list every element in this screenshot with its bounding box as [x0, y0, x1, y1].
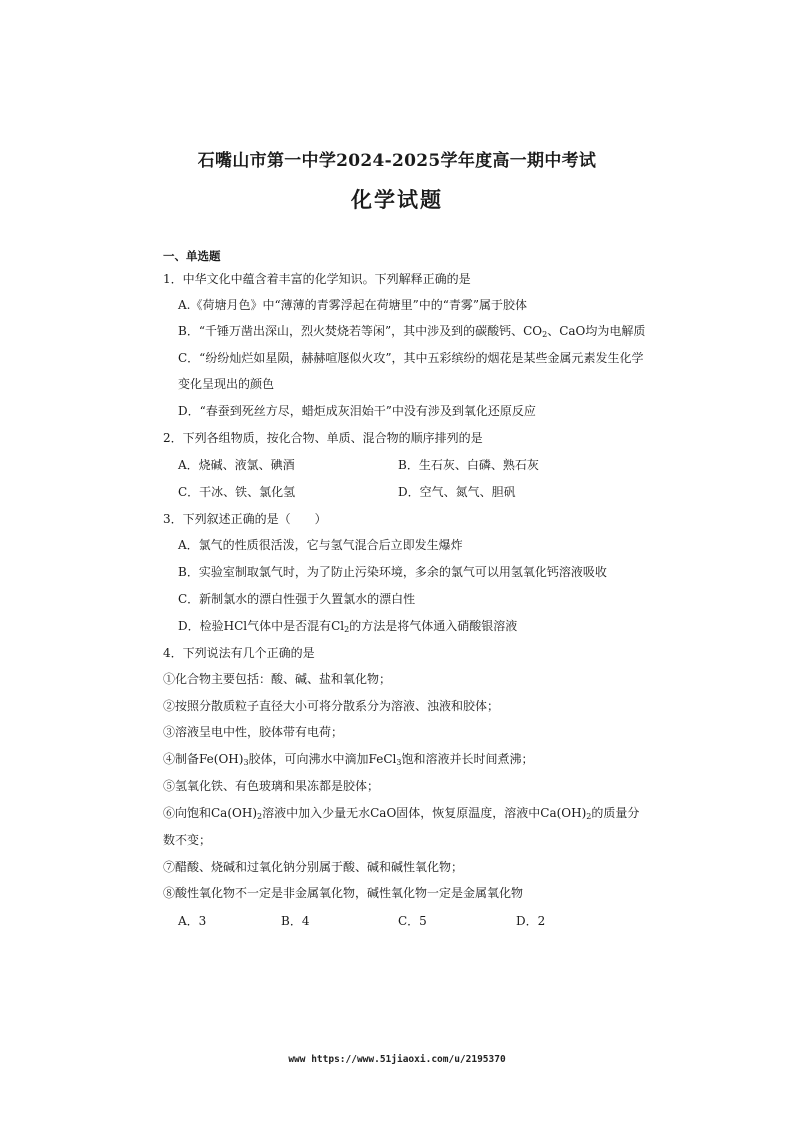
q3-option-b: B．实验室制取氯气时，为了防止污染环境，多余的氯气可以用氢氧化钙溶液吸收	[178, 565, 607, 579]
q4-stem: 4．下列说法有几个正确的是	[163, 646, 315, 660]
q4-option-d: D．2	[516, 914, 546, 928]
q4-option-c: C．5	[398, 914, 427, 928]
q1-option-b: B．“千锤万凿出深山，烈火焚烧若等闲”，其中涉及到的碳酸钙、$CO_2$、CaO均为电解质	[178, 324, 646, 339]
q3-option-c: C．新制氯水的漂白性强于久置氯水的漂白性	[178, 592, 416, 606]
section-heading: 一、单选题	[163, 249, 221, 263]
q4-statement-6-line1: ⑥向饱和$Ca(OH)_2$溶液中加入少量无水CaO固体，恢复原温度，溶液中$Ca(OH)_2$的质量分	[163, 806, 640, 821]
q4-option-b: B．4	[281, 914, 310, 928]
q2-stem: 2．下列各组物质，按化合物、单质、混合物的顺序排列的是	[163, 431, 483, 445]
q4-statement-6-line2: 数不变；	[163, 833, 212, 847]
q4-option-a: A．3	[178, 914, 207, 928]
q4-statement-5: ⑤氢氧化铁、有色玻璃和果冻都是胶体；	[163, 779, 380, 793]
q2-option-c: C．干冰、铁、氯化氢	[178, 485, 296, 499]
exam-subtitle: 化学试题	[351, 187, 443, 212]
q4-statement-8: ⑧酸性氧化物不一定是非金属氧化物，碱性氧化物一定是金属氧化物	[163, 886, 524, 900]
footer-watermark-url: www https://www.51jiaoxi.com/u/2195370	[288, 1054, 506, 1065]
q1-stem: 1．中华文化中蕴含着丰富的化学知识。下列解释正确的是	[163, 272, 471, 286]
q4-statement-7: ⑦醋酸、烧碱和过氧化钠分别属于酸、碱和碱性氧化物；	[163, 860, 464, 874]
q3-option-d: D．检验HCl气体中是否混有$Cl_2$的方法是将气体通入硝酸银溶液	[178, 619, 518, 634]
q3-option-a: A．氯气的性质很活泼，它与氢气混合后立即发生爆炸	[178, 538, 463, 552]
q3-stem: 3．下列叙述正确的是（ ）	[163, 512, 327, 526]
q4-statement-1: ①化合物主要包括：酸、碱、盐和氧化物；	[163, 672, 392, 686]
q1-option-d: D．“春蚕到死丝方尽，蜡炬成灰泪始干”中没有涉及到氧化还原反应	[178, 404, 536, 418]
q4-statement-4: ④制备$Fe(OH)_3$胶体，可向沸水中滴加FeCl$_3$饱和溶液并长时间煮沸；	[163, 752, 534, 767]
q1-option-a: A.《荷塘月色》中“薄薄的青雾浮起在荷塘里”中的“青雾”属于胶体	[178, 298, 528, 312]
q4-statement-2: ②按照分散质粒子直径大小可将分散系分为溶液、浊液和胶体；	[163, 699, 500, 713]
q2-option-b: B．生石灰、白磷、熟石灰	[398, 458, 539, 472]
q4-statement-3: ③溶液呈电中性，胶体带有电荷；	[163, 725, 344, 739]
q2-option-d: D．空气、氮气、胆矾	[398, 485, 516, 499]
q1-option-c-line2: 变化呈现出的颜色	[178, 377, 275, 391]
q1-option-c-line1: C．“纷纷灿烂如星陨，赫赫喧豗似火攻”，其中五彩缤纷的烟花是某些金属元素发生化学	[178, 351, 644, 365]
q2-option-a: A．烧碱、液氯、碘酒	[178, 458, 295, 472]
exam-title: 石嘴山市第一中学2024-2025学年度高一期中考试	[197, 151, 597, 171]
